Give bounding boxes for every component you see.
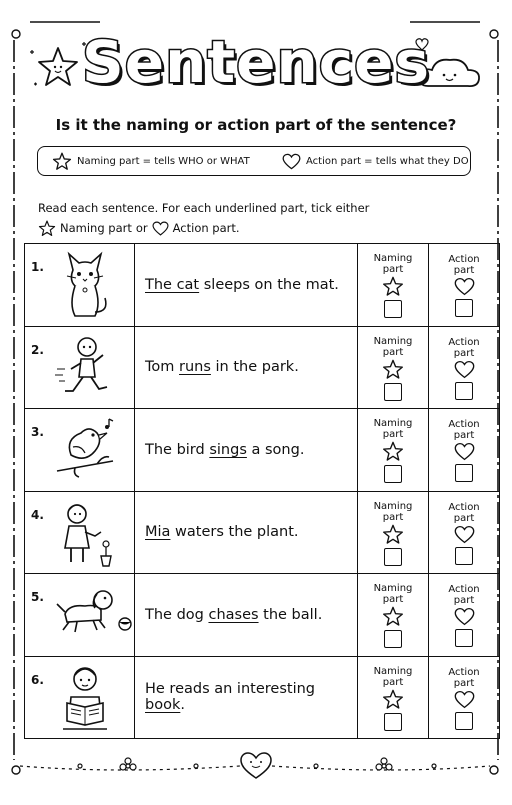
naming-part-checkbox[interactable] — [384, 465, 402, 483]
underlined-part: chases — [208, 606, 259, 623]
worksheet-question: Is it the naming or action part of the sentence? — [55, 116, 457, 134]
legend-action — [282, 153, 469, 170]
underlined-part: sings — [209, 441, 247, 458]
action-part-checkbox[interactable] — [455, 299, 473, 317]
row-number: 6. — [31, 672, 44, 687]
picture-cell — [25, 326, 135, 409]
action-part-column — [429, 244, 500, 327]
sentence-after: in the park. — [210, 359, 299, 376]
picture-cell — [25, 409, 135, 492]
sentence-before: The bird — [145, 441, 210, 458]
row-number: 1. — [31, 260, 44, 274]
cat-illustration — [55, 250, 133, 320]
action-label: Action part — [448, 666, 480, 689]
sentence-before: He reads an interesting — [145, 681, 315, 698]
star-icon — [52, 152, 72, 171]
sentence-before: Tom — [145, 359, 179, 376]
instructions-or: or — [135, 221, 148, 235]
action-label: Action part — [448, 584, 480, 607]
singing-bird-illustration — [55, 415, 133, 485]
action-part-checkbox[interactable] — [455, 547, 473, 565]
table-row — [25, 656, 500, 739]
heart-icon — [152, 221, 169, 236]
heart-icon — [282, 153, 301, 170]
naming-part-checkbox[interactable] — [384, 300, 402, 318]
naming-part-column — [358, 409, 429, 492]
naming-part-checkbox[interactable] — [384, 630, 402, 648]
row-number: 4. — [31, 507, 44, 522]
sentence — [135, 244, 358, 327]
heart-icon — [454, 277, 475, 296]
picture-cell — [25, 491, 135, 574]
instructions — [38, 198, 369, 238]
naming-label: Naming part — [373, 583, 413, 606]
girl-watering-plant-illustration — [55, 498, 133, 568]
action-part-column — [429, 409, 500, 492]
action-label: Action part — [448, 501, 480, 524]
table-row — [25, 574, 500, 657]
naming-part-column — [358, 326, 429, 409]
star-icon — [382, 276, 404, 297]
sentence-after: a song. — [246, 441, 305, 458]
sentence-after: waters the plant. — [170, 524, 299, 541]
sentence — [135, 409, 358, 492]
action-part-column — [429, 574, 500, 657]
star-icon — [382, 606, 404, 627]
page-title: Sentences — [82, 28, 430, 96]
heart-icon — [454, 607, 475, 626]
heart-icon — [454, 360, 475, 379]
sentence — [135, 326, 358, 409]
star-icon — [382, 441, 404, 462]
naming-label: Naming part — [373, 335, 413, 358]
sentence — [135, 574, 358, 657]
sentence-before: The dog — [145, 606, 209, 623]
action-label: Action part — [448, 419, 480, 442]
action-part-checkbox[interactable] — [455, 629, 473, 647]
smiling-heart-icon — [241, 753, 271, 778]
naming-part-column — [358, 244, 429, 327]
table-row — [25, 491, 500, 574]
action-part-checkbox[interactable] — [455, 712, 473, 730]
picture-cell — [25, 574, 135, 657]
naming-part-checkbox[interactable] — [384, 713, 402, 731]
star-icon — [382, 524, 404, 545]
naming-part-column — [358, 491, 429, 574]
heart-icon — [454, 525, 475, 544]
sentence-after: the ball. — [258, 606, 323, 623]
picture-cell — [25, 244, 135, 327]
instructions-naming: Naming part — [60, 221, 132, 235]
action-part-checkbox[interactable] — [455, 382, 473, 400]
row-number: 2. — [31, 342, 44, 357]
heart-icon — [454, 690, 475, 709]
action-part-column — [429, 491, 500, 574]
legend-box — [37, 146, 471, 176]
naming-label: Naming part — [373, 665, 413, 688]
instructions-action: Action part. — [172, 221, 240, 235]
action-label: Action part — [448, 254, 480, 277]
running-boy-illustration — [55, 333, 133, 403]
picture-cell — [25, 656, 135, 739]
naming-part-checkbox[interactable] — [384, 383, 402, 401]
naming-label: Naming part — [373, 500, 413, 523]
table-row — [25, 409, 500, 492]
table-row — [25, 244, 500, 327]
legend-naming — [52, 152, 250, 171]
boy-reading-book-illustration — [55, 663, 133, 733]
instructions-line1: Read each sentence. For each underlined part, tick either — [38, 201, 370, 215]
action-part-checkbox[interactable] — [455, 464, 473, 482]
table-row — [25, 326, 500, 409]
naming-part-column — [358, 574, 429, 657]
star-icon — [38, 220, 56, 237]
sentence-after: sleeps on the mat. — [199, 276, 339, 293]
underlined-part: runs — [179, 359, 211, 376]
heart-icon — [454, 442, 475, 461]
sentence — [135, 491, 358, 574]
naming-label: Naming part — [373, 418, 413, 441]
underlined-part: book — [145, 697, 181, 714]
star-icon — [382, 359, 404, 380]
naming-label: Naming part — [373, 253, 413, 276]
naming-part-column — [358, 656, 429, 739]
sentence-after: . — [180, 697, 185, 714]
row-number: 3. — [31, 425, 44, 439]
underlined-part: Mia — [145, 524, 171, 541]
legend-naming-text: Naming part = tells WHO or WHAT — [77, 155, 250, 167]
footer-decoration — [0, 750, 512, 780]
legend-action-text: Action part = tells what they DO — [306, 155, 469, 167]
action-part-column — [429, 326, 500, 409]
sentence — [135, 656, 358, 739]
underlined-part: The cat — [145, 276, 200, 293]
action-part-column — [429, 656, 500, 739]
dog-chasing-ball-illustration — [55, 580, 133, 650]
worksheet-table — [24, 243, 500, 739]
action-label: Action part — [448, 336, 480, 359]
star-icon — [382, 689, 404, 710]
naming-part-checkbox[interactable] — [384, 548, 402, 566]
row-number: 5. — [31, 590, 44, 604]
